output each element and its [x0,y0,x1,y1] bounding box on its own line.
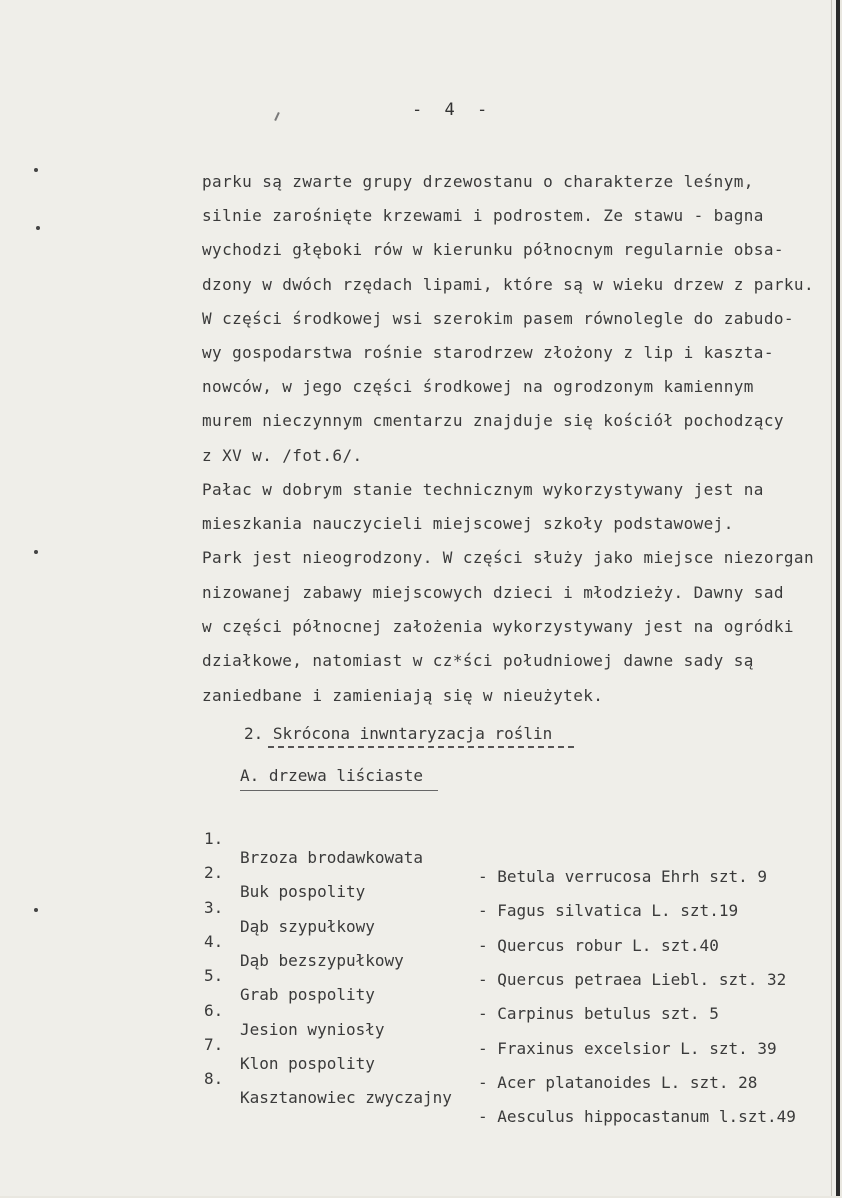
tree-latin-name: - Fraxinus excelsior L. szt. 39 [478,1039,777,1058]
paragraph-line: parku są zwarte grupy drzewostanu o charakterze leśnym, [202,172,754,191]
tree-number: 8. [204,1069,224,1088]
tree-number: 4. [204,932,224,951]
tree-latin-name: - Aesculus hippocastanum l.szt.49 [478,1107,796,1126]
section-heading-underline [268,746,574,748]
tree-polish-name: Dąb bezszypułkowy [240,951,404,970]
tree-polish-name: Buk pospolity [240,882,366,901]
punch-dot [36,226,40,230]
paragraph-line: nowców, w jego części środkowej na ogrodzonym kamiennym [202,377,754,396]
tree-polish-name: Dąb szypułkowy [240,917,375,936]
tree-number: 2. [204,863,224,882]
paragraph-line: wychodzi głęboki rów w kierunku północnym regularnie obsa- [202,240,784,259]
tree-polish-name: Brzoza brodawkowata [240,848,424,867]
paragraph-line: dzony w dwóch rzędach lipami, które są w wieku drzew z parku. [202,275,815,294]
subsection-heading-underline [240,790,438,791]
paragraph-line: Pałac w dobrym stanie technicznym wykorzystywany jest na [202,480,764,499]
tree-number: 1. [204,829,224,848]
paragraph-line: w części północnej założenia wykorzystywany jest na ogródki [202,617,794,636]
tree-polish-name: Grab pospolity [240,985,375,1004]
tree-polish-name: Klon pospolity [240,1054,375,1073]
tree-latin-name: - Fagus silvatica L. szt.19 [478,901,739,920]
punch-dot [34,550,38,554]
paragraph-line: wy gospodarstwa rośnie starodrzew złożony z lip i kaszta- [202,343,774,362]
tree-polish-name: Jesion wyniosły [240,1020,385,1039]
paragraph-line: z XV w. /fot.6/. [202,446,363,465]
pen-mark [274,112,280,121]
tree-number: 6. [204,1001,224,1020]
section-heading: 2. Skrócona inwntaryzacja roślin [244,724,553,743]
paragraph-line: zaniedbane i zamieniają się w nieużytek. [202,686,604,705]
tree-latin-name: - Quercus petraea Liebl. szt. 32 [478,970,787,989]
punch-dot [34,168,38,172]
tree-latin-name: - Quercus robur L. szt.40 [478,936,719,955]
paragraph-line: nizowanej zabawy miejscowych dzieci i młodzieży. Dawny sad [202,583,784,602]
subsection-heading: A. drzewa liściaste [240,766,424,785]
tree-number: 5. [204,966,224,985]
tree-number: 3. [204,898,224,917]
tree-polish-name: Kasztanowiec zwyczajny [240,1088,452,1107]
tree-list-item [0,1050,836,1145]
paragraph-line: silnie zarośnięte krzewami i podrostem. Ze stawu - bagna [202,206,764,225]
tree-latin-name: - Betula verrucosa Ehrh szt. 9 [478,867,767,886]
tree-number: 7. [204,1035,224,1054]
page-number: - 4 - [412,100,494,120]
paragraph-line: działkowe, natomiast w cz*ści południowej dawne sady są [202,651,754,670]
paragraph-line: W części środkowej wsi szerokim pasem równolegle do zabudo- [202,309,794,328]
paragraph-line: Park jest nieogrodzony. W części służy jako miejsce niezorgan [202,548,815,567]
tree-latin-name: - Carpinus betulus szt. 5 [478,1004,719,1023]
paragraph-line: murem nieczynnym cmentarzu znajduje się kościół pochodzący [202,411,784,430]
paragraph-line: mieszkania nauczycieli miejscowej szkoły podstawowej. [202,514,734,533]
tree-latin-name: - Acer platanoides L. szt. 28 [478,1073,758,1092]
